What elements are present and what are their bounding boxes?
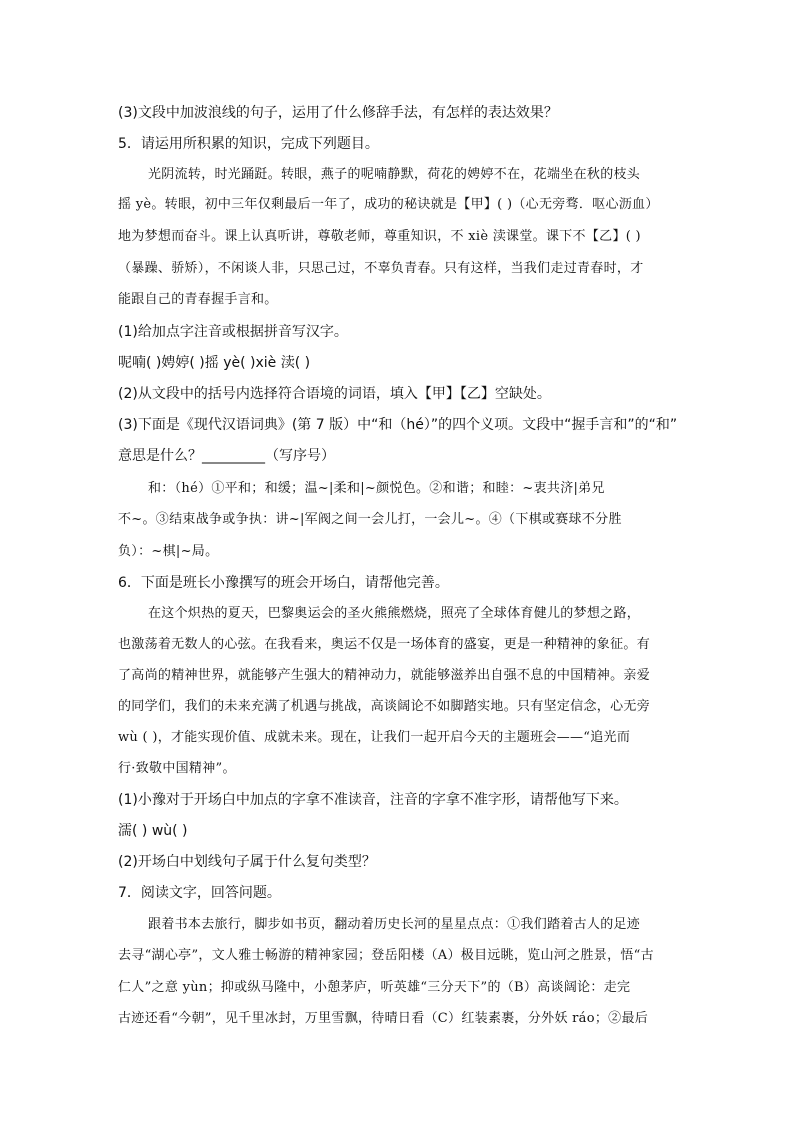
question-6-1-blanks: 濡( ) wù( )	[118, 823, 188, 839]
dictionary-entry-line-2: 不~。③结束战争或争执：讲~|军阀之间一会儿打，一会儿~。④（下棋或赛球不分胜	[118, 512, 622, 527]
passage-7-line-3: 仁人”之意 yùn；抑或纵马隆中，小憩茅庐，听英雄“三分天下”的（B）高谈阔论：走完	[118, 980, 631, 995]
passage-6-line-3: 了高尚的精神世界，就能够产生强大的精神动力，就能够滋养出自强不息的中国精神。亲爱	[118, 668, 651, 683]
question-5-1: (1)给加点字注音或根据拼音写汉字。	[118, 324, 348, 340]
question-5-3: (3)下面是《现代汉语词典》(第 7 版）中“和（hé）”的四个义项。文段中“握手言和”的“和”	[118, 417, 678, 433]
question-7-heading: 7．阅读文字，回答问题。	[118, 885, 281, 901]
question-5-3-answer: 意思是什么？_________（写序号）	[118, 448, 335, 464]
question-6-heading: 6．下面是班长小豫撰写的班会开场白，请帮他完善。	[118, 575, 449, 591]
passage-6-line-1: 在这个炽热的夏天，巴黎奥运会的圣火熊熊燃烧，照亮了全球体育健儿的梦想之路，	[148, 606, 641, 621]
passage-5-line-3: 地为梦想而奋斗。课上认真听讲，尊敬老师，尊重知识，不 xiè 渎课堂。课下不【乙】( )	[118, 229, 641, 244]
passage-7-line-1: 跟着书本去旅行，脚步如书页，翻动着历史长河的星星点点：①我们踏着古人的足迹	[148, 917, 641, 932]
question-6-1: (1)小豫对于开场白中加点的字拿不准读音，注音的字拿不准字形，请帮他写下来。	[118, 792, 628, 808]
passage-6-line-6: 行·致敬中国精神”。	[118, 761, 236, 776]
passage-5-line-4: （暴躁、骄矫），不闲谈人非，只思己过，不辜负青春。只有这样，当我们走过青春时，才	[118, 261, 644, 276]
question-5-2: (2)从文段中的括号内选择符合语境的词语，填入【甲】【乙】空缺处。	[118, 386, 551, 402]
question-5-heading: 5．请运用所积累的知识，完成下列题目。	[118, 136, 379, 152]
passage-5-line-5: 能跟自己的青春握手言和。	[118, 292, 278, 307]
passage-7-line-4: 古迹还看“今朝”，见千里冰封，万里雪飘，待晴日看（C）红装素裹，分外妖 ráo；②最后	[118, 1011, 649, 1026]
question-5-1-blanks: 呢喃( )娉婷( )摇 yè( )xiè 渎( )	[118, 355, 311, 371]
passage-7-line-2: 去寻“湖心亭”，文人雅士畅游的精神家园；登岳阳楼（A）极目远眺，览山河之胜景，悟“古	[118, 948, 654, 963]
passage-5-line-1: 光阴流转，时光踊跹。转眼，燕子的呢喃静默，荷花的娉婷不在，花端坐在秋的枝头	[148, 167, 641, 182]
passage-6-line-4: 的同学们，我们的未来充满了机遇与挑战，高谈阔论不如脚踏实地。只有坚定信念，心无旁	[118, 699, 651, 714]
question-3-rhetoric: (3)文段中加波浪线的句子，运用了什么修辞手法，有怎样的表达效果？	[118, 105, 558, 121]
question-6-2: (2)开场白中划线句子属于什么复句类型？	[118, 854, 376, 870]
dictionary-entry-line-1: 和：（hé）①平和；和缓；温~|柔和|~颜悦色。②和谐；和睦：~衷共济|弟兄	[148, 481, 605, 496]
dictionary-entry-line-3: 负）：~棋|~局。	[118, 544, 219, 559]
passage-6-line-2: 也激荡着无数人的心弦。在我看来，奥运不仅是一场体育的盛宴，更是一种精神的象征。有	[118, 637, 651, 652]
passage-6-line-5: wù ( )，才能实现价值、成就未来。现在，让我们一起开启今天的主题班会——“追光而	[118, 730, 631, 745]
passage-5-line-2: 摇 yè。转眼，初中三年仅剩最后一年了，成功的秘诀就是【甲】( )（心无旁骛．呕心沥血）	[118, 197, 659, 212]
